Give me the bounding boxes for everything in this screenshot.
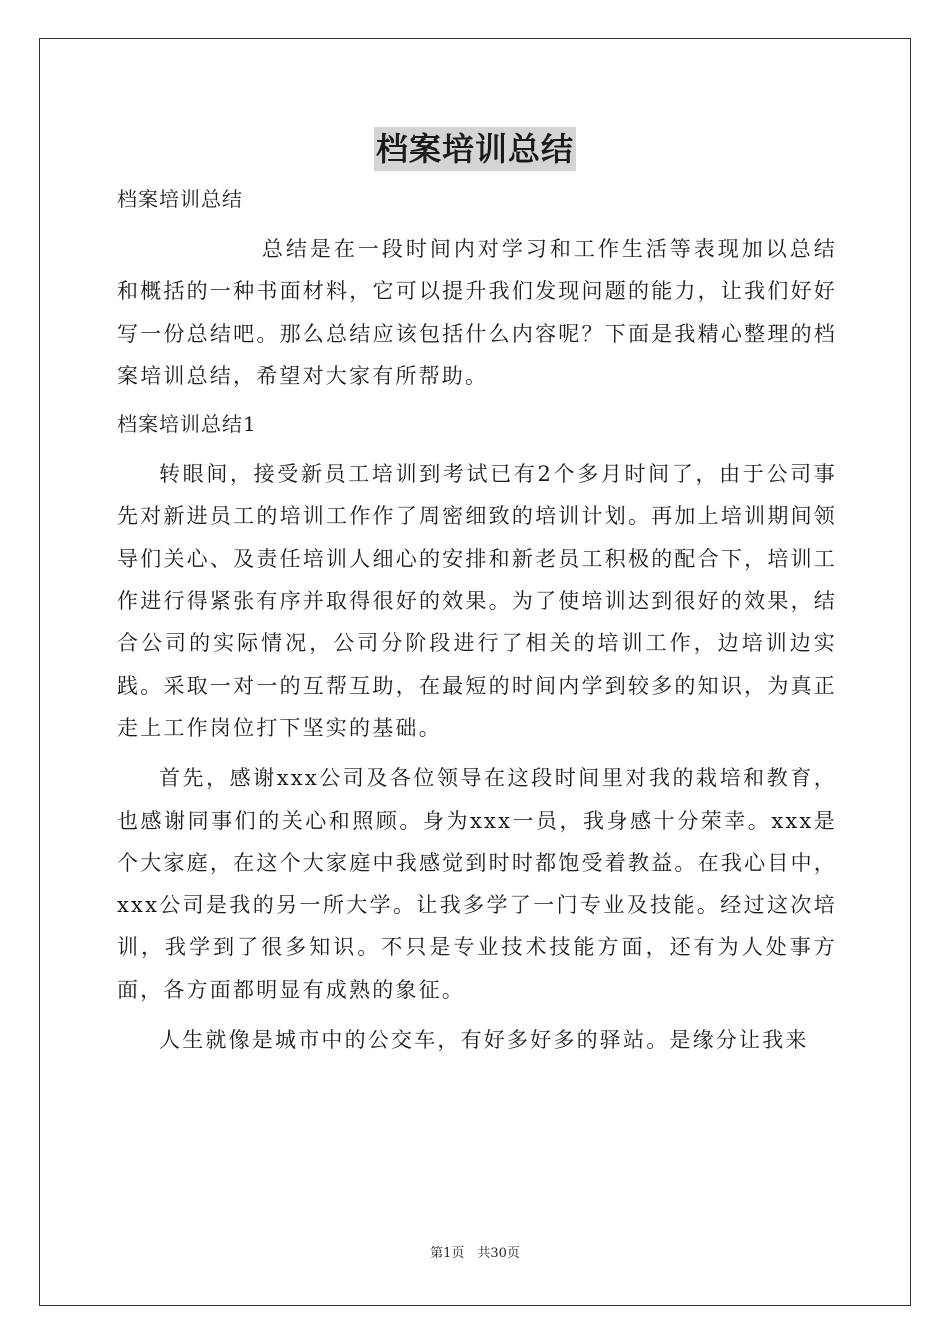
body-paragraph: 首先，感谢xxx公司及各位领导在这段时间里对我的栽培和教育，也感谢同事们的关心和照顾。身为xxx一员，我身感十分荣幸。xxx是个大家庭，在这个大家庭中我感觉到时时都饱受着教益。在我心目中，xxx公司是我的另一所大学。让我多学了一门专业及技能。经过这次培训，我学到了很多知识。不只是专业技术技能方面，还有为人处事方面，各方面都明显有成熟的象征。 — [117, 766, 837, 1002]
intro-paragraph: 总结是在一段时间内对学习和工作生活等表现加以总结和概括的一种书面材料，它可以提升我们发现问题的能力，让我们好好写一份总结吧。那么总结应该包括什么内容呢？下面是我精心整理的档案培训总结，希望对大家有所帮助。 — [117, 237, 837, 388]
section-heading: 档案培训总结1 — [117, 412, 257, 437]
body-paragraph: 人生就像是城市中的公交车，有好多好多的驿站。是缘分让我来 — [159, 1028, 809, 1053]
document-title: 档案培训总结 — [374, 127, 576, 171]
page-footer: 第1页 共30页 — [430, 1246, 520, 1261]
document-body — [117, 178, 837, 1061]
title-container — [0, 127, 950, 171]
body-paragraph: 转眼间，接受新员工培训到考试已有2个多月时间了，由于公司事先对新进员工的培训工作作了周密细致的培训计划。再加上培训期间领导们关心、及责任培训人细心的安排和新老员工积极的配合下，培训工作进行得紧张有序并取得很好的效果。为了使培训达到很好的效果，结合公司的实际情况，公司分阶段进行了相关的培训工作，边培训边实践。采取一对一的互帮互助，在最短的时间内学到较多的知识，为真正走上工作岗位打下坚实的基础。 — [117, 462, 837, 740]
document-subtitle: 档案培训总结 — [117, 187, 243, 211]
